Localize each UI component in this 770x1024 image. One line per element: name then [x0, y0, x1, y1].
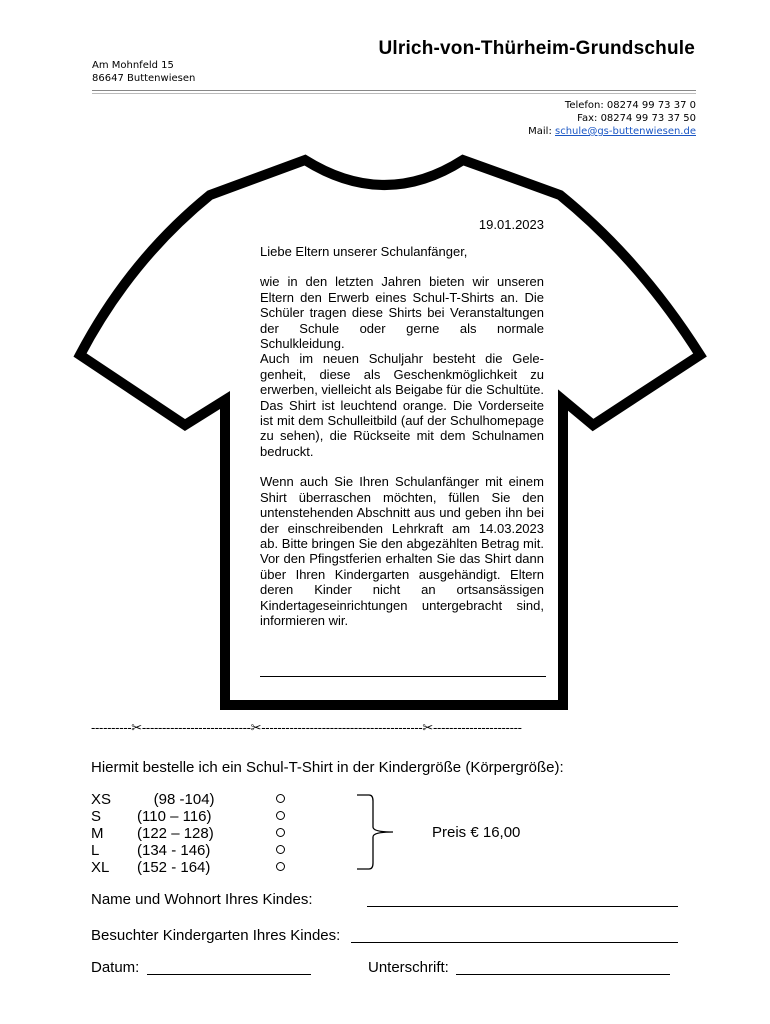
- size-range: (98 -104): [137, 791, 215, 808]
- address-city: 86647 Buttenwiesen: [92, 73, 196, 84]
- address-street: Am Mohnfeld 15: [92, 60, 174, 71]
- curly-brace-graphic: [355, 793, 395, 871]
- letter-date: 19.01.2023: [478, 217, 544, 232]
- date-input-line[interactable]: [147, 974, 311, 975]
- size-code: S: [91, 808, 102, 825]
- size-radio-xs[interactable]: [276, 794, 285, 803]
- letter-signature-line: [260, 676, 546, 677]
- kindergarten-input-line[interactable]: [351, 942, 678, 943]
- price-label: Preis € 16,00: [432, 824, 521, 841]
- size-code: XS: [91, 791, 112, 808]
- size-code: L: [91, 842, 100, 859]
- mail-label: Mail:: [528, 126, 555, 137]
- signature-input-line[interactable]: [456, 974, 670, 975]
- size-range: (134 - 146): [137, 842, 211, 859]
- contact-phone: Telefon: 08274 99 73 37 0: [564, 100, 696, 111]
- signature-label: Unterschrift:: [368, 959, 449, 976]
- size-code: M: [91, 825, 104, 842]
- size-code: XL: [91, 859, 110, 876]
- name-input-line[interactable]: [367, 906, 678, 907]
- school-name: Ulrich-von-Thürheim-Grundschule: [378, 38, 695, 59]
- size-radio-xl[interactable]: [276, 862, 285, 871]
- letter-paragraph-1: wie in den letzten Jahren bieten wir unseren Eltern den Erwerb eines Schul-T-Shirts an. Die Schüler tragen diese Shirts bei Veranstaltungen der Schule oder gerne als normale Schulkleidung.: [260, 274, 544, 352]
- size-radio-m[interactable]: [276, 828, 285, 837]
- letter-salutation: Liebe Eltern unserer Schulanfänger,: [260, 244, 468, 259]
- cut-line-scissors: ----------✂---------------------------✂----------------------------------------✂----------------------: [91, 720, 522, 735]
- letter-paragraph-2: Auch im neuen Schuljahr besteht die Gele-genheit, diese als Geschenkmöglichkeit zu erwerben, vielleicht als Beigabe für die Schultüte.: [260, 351, 544, 398]
- contact-fax: Fax: 08274 99 73 37 50: [577, 113, 696, 124]
- letter-paragraph-3: Das Shirt ist leuchtend orange. Die Vorderseite ist mit dem Schulleitbild (auf der Schulhomepage zu sehen), die Rückseite mit dem Schulnamen bedruckt.: [260, 397, 544, 459]
- size-radio-l[interactable]: [276, 845, 285, 854]
- size-radio-s[interactable]: [276, 811, 285, 820]
- size-range: (152 - 164): [137, 859, 211, 876]
- order-intro: Hiermit bestelle ich ein Schul-T-Shirt in der Kindergröße (Körpergröße):: [91, 759, 564, 776]
- date-label: Datum:: [91, 959, 140, 976]
- kindergarten-label: Besuchter Kindergarten Ihres Kindes:: [91, 927, 341, 944]
- name-label: Name und Wohnort Ihres Kindes:: [91, 891, 313, 908]
- letter-body: [260, 244, 544, 628]
- mail-link[interactable]: schule@gs-buttenwiesen.de: [555, 126, 696, 137]
- size-range: (122 – 128): [137, 825, 214, 842]
- letter-paragraph-4: Wenn auch Sie Ihren Schulanfänger mit einem Shirt überraschen möchten, füllen Sie den untenstehenden Abschnitt aus und geben ihn bei der einschreibenden Lehrkraft am 14.03.2023 ab. Bitte bringen Sie den abgezählten Betrag mit. Vor den Pfingstferien erhalten Sie das Shirt dann über Ihren Kindergarten ausgehändigt. Eltern deren Kinder nicht an ortsansässigen Kindertageseinrichtungen untergebracht sind, informieren wir.: [260, 474, 544, 628]
- size-range: (110 – 116): [137, 808, 212, 825]
